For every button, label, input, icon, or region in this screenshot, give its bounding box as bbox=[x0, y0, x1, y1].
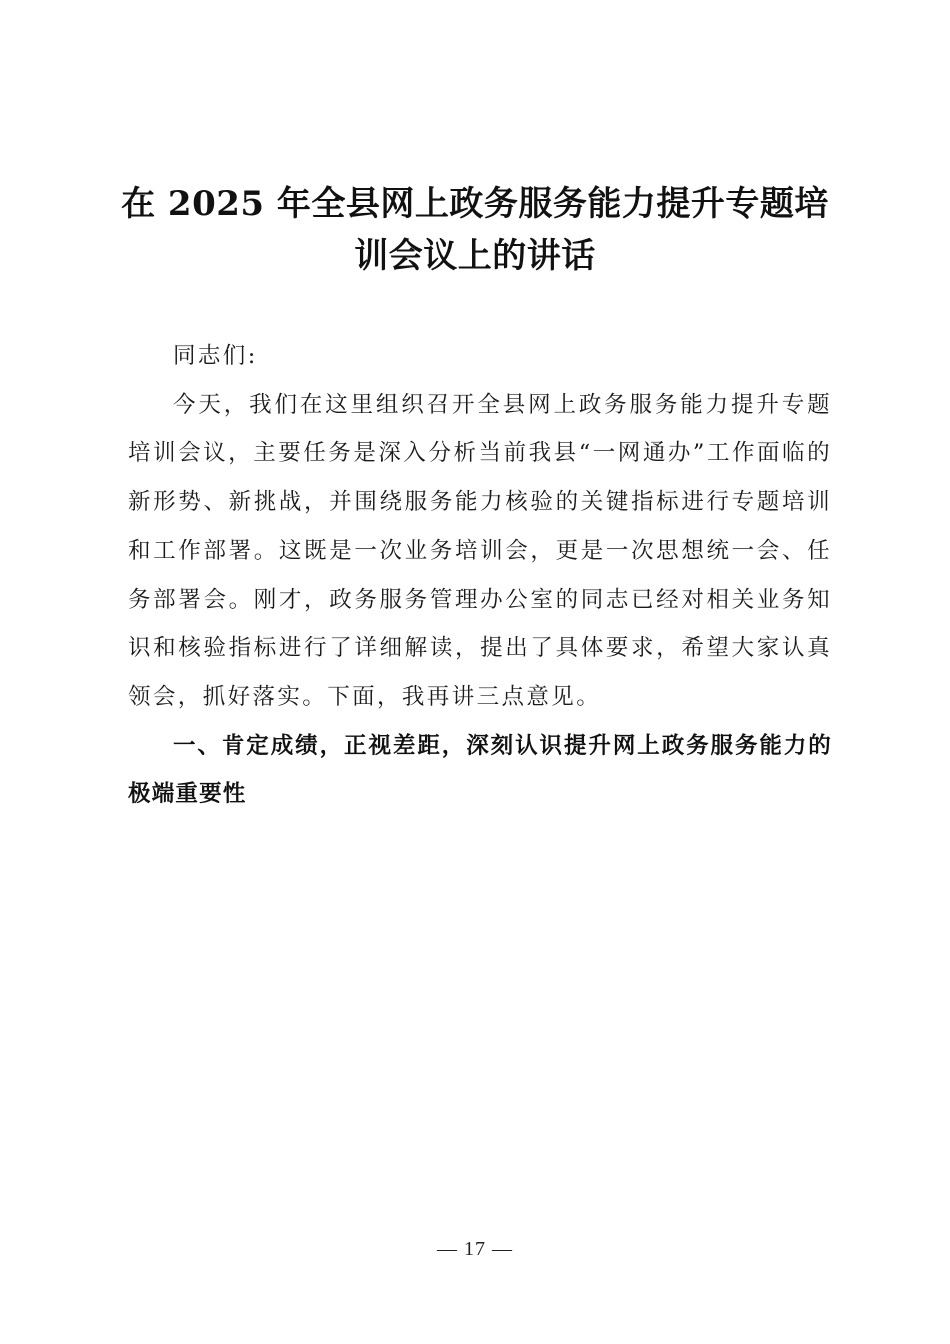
title-line-1: 在 2025 年全县网上政务服务能力提升专题培 bbox=[121, 184, 829, 224]
section-heading-1: 一、肯定成绩，正视差距，深刻认识提升网上政务服务能力的极端重要性 bbox=[128, 732, 832, 808]
paragraph-intro: 今天，我们在这里组织召开全县网上政务服务能力提升专题培训会议，主要任务是深入分析当前我县“一网通办”工作面临的新形势、新挑战，并围绕服务能力核验的关键指标进行专题培训和工作部署。这既是一次业务培训会，更是一次思想统一会、任务部署会。刚才，政务服务管理办公室的同志已经对相关业务知识和核验指标进行了详细解读，提出了具体要求，希望大家认真领会，抓好落实。下面，我再讲三点意见。 bbox=[128, 391, 832, 710]
document-title bbox=[120, 178, 830, 282]
title-line-2: 训会议上的讲话 bbox=[354, 236, 596, 276]
salutation: 同志们: bbox=[173, 343, 258, 369]
page-number: — 17 — bbox=[437, 1238, 513, 1260]
document-body bbox=[128, 332, 832, 819]
